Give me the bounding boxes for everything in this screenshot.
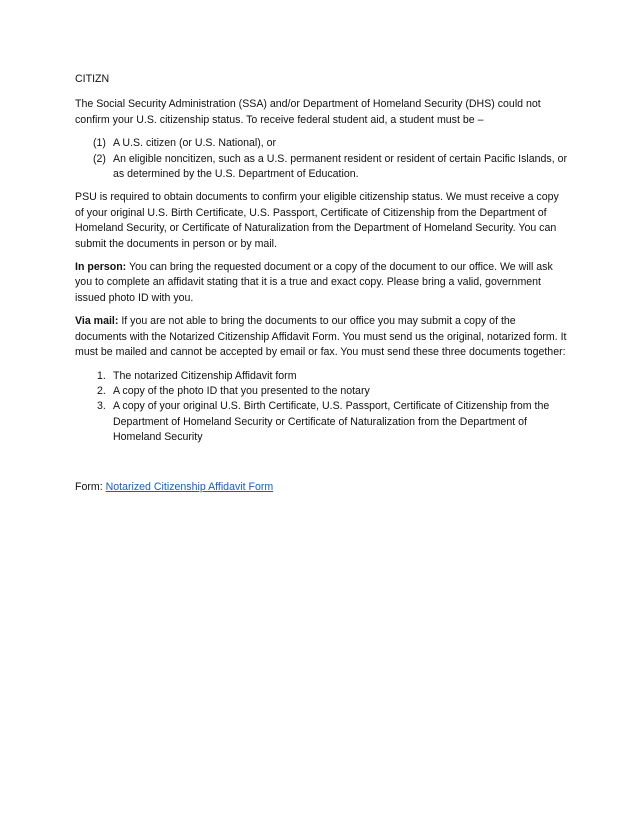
list-item-text: A copy of the photo ID that you presented to the notary [113,384,370,397]
intro-paragraph: The Social Security Administration (SSA) and/or Department of Homeland Security (DHS) could not confirm your U.S. citizenship status. To receive federal student aid, a student must be – [75,98,541,126]
list-item-text: The notarized Citizenship Affidavit form [113,369,297,382]
document-title: CITIZN [75,73,110,85]
list-marker: (1) [93,137,106,150]
in-person-heading: In person: [75,261,127,274]
form-label: Form: [75,480,106,493]
list-marker: 2. [97,384,106,397]
list-item [75,369,570,384]
list-item [75,399,570,445]
list-marker: 3. [97,400,106,413]
list-item-text: A copy of your original U.S. Birth Certificate, U.S. Passport, Certificate of Citizenship from the Department of Homeland Security or Certificate of Naturalization from the Department of Homeland Security [113,400,550,444]
via-mail-text: If you are not able to bring the documents to our office you may submit a copy of the documents with the Notarized Citizenship Affidavit Form. You must send us the original, notarized form. It must be mailed and cannot be accepted by email or fax. You must send these three documents together: [75,315,567,359]
via-mail-paragraph [75,314,570,360]
via-mail-heading: Via mail: [75,315,119,328]
mail-documents-list [75,369,570,446]
eligibility-list [75,136,570,182]
list-marker: 1. [97,369,106,382]
list-item [75,152,570,183]
requirement-paragraph: PSU is required to obtain documents to confirm your eligible citizenship status. We must receive a copy of your original U.S. Birth Certificate, U.S. Passport, Certificate of Citizenship from the Department of Homeland Security, or Certificate of Naturalization from the Department of Homeland Security. You can submit the documents in person or by mail. [75,191,559,250]
in-person-text: You can bring the requested document or a copy of the document to our office. We will ask you to complete an affidavit stating that it is a true and exact copy. Please bring a valid, government issued photo ID with you. [75,261,553,304]
affidavit-form-link[interactable]: Notarized Citizenship Affidavit Form [105,480,274,493]
in-person-paragraph [75,260,570,306]
form-line [75,480,570,495]
list-marker: (2) [93,152,106,165]
document-page [75,72,570,503]
list-item-text: A U.S. citizen (or U.S. National), or [113,137,277,150]
list-item [75,384,570,399]
list-item-text: An eligible noncitizen, such as a U.S. permanent resident or resident of certain Pacific Islands, or as determined by the U.S. Department of Education. [113,152,568,181]
list-item [75,136,570,151]
